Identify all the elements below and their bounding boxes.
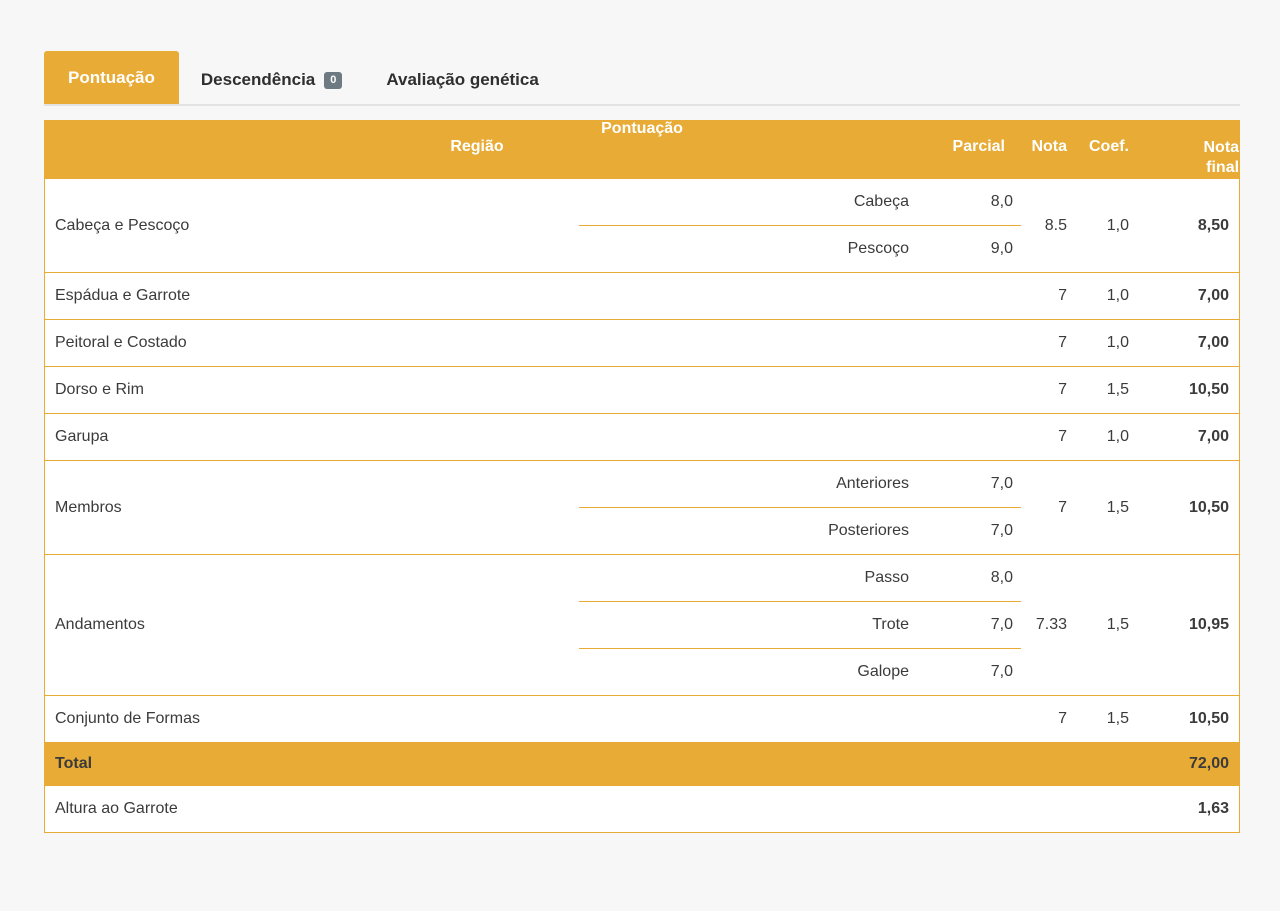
- subrow-name: Passo: [864, 569, 909, 586]
- row-coef: 1,5: [1067, 367, 1129, 414]
- row-subtable: [579, 179, 1013, 273]
- subrow: [579, 179, 1021, 226]
- row-nota: 7: [1005, 414, 1067, 461]
- tab-pontuacao[interactable]: [44, 51, 179, 104]
- subrow-value: 7,0: [917, 649, 1021, 696]
- row-nota-final: 10,95: [1129, 555, 1239, 696]
- table-row: [45, 555, 1239, 696]
- subrow: [579, 649, 1021, 696]
- row-nota-final: 7,00: [1129, 320, 1239, 367]
- altura-label: Altura ao Garrote: [45, 786, 1129, 833]
- row-nota: 7: [1005, 461, 1067, 555]
- row-region: Cabeça e Pescoço: [45, 179, 579, 273]
- header-regiao: Região: [45, 138, 909, 179]
- subrow-name: Cabeça: [853, 193, 909, 210]
- table-altura-row: [45, 786, 1239, 833]
- subrow: [579, 226, 1021, 273]
- total-value: 72,00: [1129, 743, 1239, 786]
- row-coef: 1,0: [1067, 320, 1129, 367]
- subrow-name: Pescoço: [579, 226, 917, 273]
- table-row: [45, 414, 1239, 461]
- tab-pontuacao-label: Pontuação: [68, 68, 155, 87]
- header-nota-final-line2: final: [1206, 159, 1240, 176]
- table-caption: Pontuação: [45, 120, 1239, 138]
- tab-avaliacao-genetica[interactable]: [364, 55, 560, 104]
- subrow: [579, 508, 1021, 555]
- table-body: [45, 179, 1239, 833]
- tab-bar: [44, 34, 1240, 106]
- header-nota-final-line1: Nota: [1203, 139, 1240, 156]
- pontuacao-table-wrap: [44, 120, 1240, 833]
- row-nota-final: 7,00: [1129, 273, 1239, 320]
- row-region: Andamentos: [45, 555, 579, 696]
- pontuacao-table: [45, 120, 1239, 832]
- row-subtable: [579, 461, 1013, 555]
- table-row: [45, 696, 1239, 743]
- table-total-row: [45, 743, 1239, 786]
- tab-descendencia-label: Descendência: [200, 70, 316, 89]
- row-subtable: [579, 555, 1013, 696]
- subrow-name: Galope: [579, 649, 917, 696]
- header-nota: Nota: [1005, 138, 1067, 179]
- row-region: Espádua e Garrote: [45, 273, 1005, 320]
- row-coef: 1,0: [1067, 414, 1129, 461]
- header-coef: Coef.: [1067, 138, 1129, 179]
- row-coef: 1,0: [1067, 273, 1129, 320]
- row-coef: 1,5: [1067, 461, 1129, 555]
- total-label: Total: [45, 743, 1129, 786]
- subrow-value: 7,0: [917, 602, 1021, 649]
- row-nota: 7: [1005, 320, 1067, 367]
- row-coef: 1,5: [1067, 555, 1129, 696]
- row-coef: 1,5: [1067, 696, 1129, 743]
- subrow: [579, 461, 1021, 508]
- header-parcial: Parcial: [909, 138, 1005, 179]
- row-nota-final: 10,50: [1129, 696, 1239, 743]
- row-nota: 8.5: [1005, 179, 1067, 273]
- subrow: [579, 602, 1021, 649]
- tab-descendencia-badge: 0: [324, 72, 342, 89]
- altura-value: 1,63: [1129, 786, 1239, 833]
- subrow-value: 8,0: [990, 569, 1013, 586]
- row-coef: 1,0: [1067, 179, 1129, 273]
- subrow-name: Trote: [579, 602, 917, 649]
- subrow-value: 8,0: [990, 193, 1013, 210]
- row-region: Peitoral e Costado: [45, 320, 1005, 367]
- tab-avaliacao-genetica-label: Avaliação genética: [386, 70, 539, 89]
- subrow-name: Posteriores: [579, 508, 917, 555]
- row-nota: 7: [1005, 696, 1067, 743]
- table-row: [45, 320, 1239, 367]
- table-row: [45, 179, 1239, 273]
- subrow-value: 7,0: [917, 508, 1021, 555]
- row-region: Garupa: [45, 414, 1005, 461]
- row-nota: 7: [1005, 367, 1067, 414]
- subrow-value: 7,0: [990, 475, 1013, 492]
- row-nota: 7: [1005, 273, 1067, 320]
- subrow-name: Anteriores: [836, 475, 909, 492]
- header-nota-final: [1129, 138, 1239, 179]
- subrow: [579, 555, 1021, 602]
- row-nota-final: 10,50: [1129, 461, 1239, 555]
- row-region: Dorso e Rim: [45, 367, 1005, 414]
- row-nota-final: 10,50: [1129, 367, 1239, 414]
- row-nota: 7.33: [1005, 555, 1067, 696]
- table-row: [45, 273, 1239, 320]
- row-nota-final: 8,50: [1129, 179, 1239, 273]
- row-region: Membros: [45, 461, 579, 555]
- table-row: [45, 461, 1239, 555]
- subrow-value: 9,0: [917, 226, 1021, 273]
- table-row: [45, 367, 1239, 414]
- table-header: [45, 120, 1239, 179]
- row-nota-final: 7,00: [1129, 414, 1239, 461]
- tab-descendencia[interactable]: [179, 55, 364, 104]
- row-region: Conjunto de Formas: [45, 696, 1005, 743]
